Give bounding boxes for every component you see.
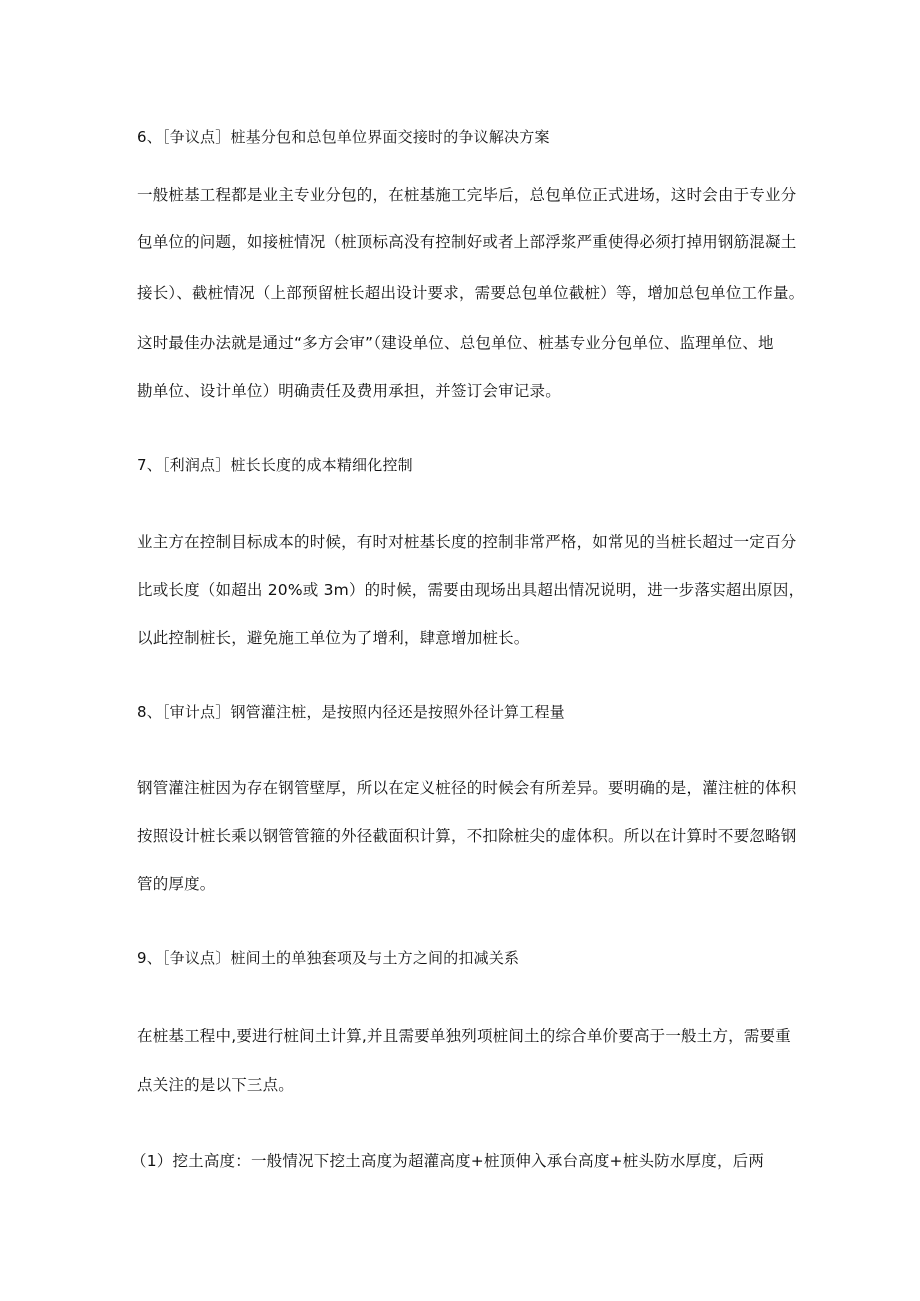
section-8-line-1: 钢管灌注桩因为存在钢管壁厚，所以在定义桩径的时候会有所差异。要明确的是，灌注桩的体积 bbox=[137, 779, 797, 797]
point-1-line-1: （1）挖土高度：一般情况下挖土高度为超灌高度+桩顶伸入承台高度+桩头防水厚度，后两 bbox=[131, 1152, 765, 1170]
section-6-line-2: 包单位的问题，如接桩情况（桩顶标高没有控制好或者上部浮浆严重使得必须打掉用钢筋混凝土 bbox=[137, 233, 797, 251]
section-8-line-3: 管的厚度。 bbox=[137, 875, 216, 893]
section-6-line-3: 接长）、截桩情况（上部预留桩长超出设计要求，需要总包单位截桩）等，增加总包单位工作量。 bbox=[137, 284, 805, 302]
section-7-heading: 7、［利润点］桩长长度的成本精细化控制 bbox=[137, 456, 413, 474]
section-9-line-2: 点关注的是以下三点。 bbox=[137, 1076, 295, 1094]
section-9-heading: 9、［争议点〕桩间土的单独套项及与土方之间的扣减关系 bbox=[137, 949, 520, 967]
section-9-line-1: 在桩基工程中,要进行桩间土计算,并且需要单独列项桩间土的综合单价要高于一般土方，需要重 bbox=[137, 1027, 791, 1045]
section-7-line-2: 比或长度（如超出 20%或 3m）的时候，需要由现场出具超出情况说明，进一步落实超出原因， bbox=[137, 581, 805, 599]
section-7-line-3: 以此控制桩长，避免施工单位为了增利，肆意增加桩长。 bbox=[137, 629, 530, 647]
section-8-heading: 8、［审计点］钢管灌注桩，是按照内径还是按照外径计算工程量 bbox=[137, 703, 565, 721]
section-6-line-4: 这时最佳办法就是通过“多方会审”（建设单位、总包单位、桩基专业分包单位、监理单位、地 bbox=[137, 334, 774, 352]
section-7-line-1: 业主方在控制目标成本的时候，有时对桩基长度的控制非常严格，如常见的当桩长超过一定百分 bbox=[137, 533, 797, 551]
section-6-heading: 6、［争议点］桩基分包和总包单位界面交接时的争议解决方案 bbox=[137, 128, 550, 146]
section-6-line-5: 勘单位、设计单位）明确责任及费用承担，并签订会审记录。 bbox=[137, 382, 561, 400]
section-8-line-2: 按照设计桩长乘以钢管管箍的外径截面积计算，不扣除桩尖的虚体积。所以在计算时不要忽略钢 bbox=[137, 827, 797, 845]
section-6-line-1: 一般桩基工程都是业主专业分包的，在桩基施工完毕后，总包单位正式进场，这时会由于专业分 bbox=[137, 186, 797, 204]
